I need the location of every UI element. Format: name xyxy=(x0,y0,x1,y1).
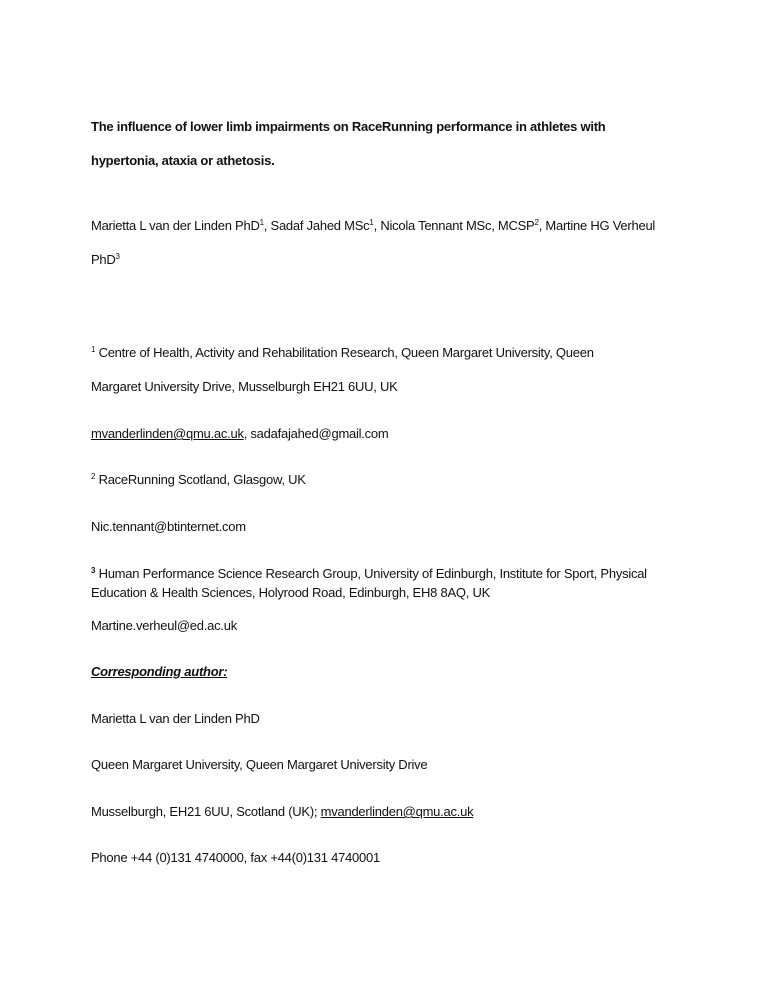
title-line-2: hypertonia, ataxia or athetosis. xyxy=(91,153,275,168)
author-4-affil: 3 xyxy=(115,252,120,261)
author-2-affil: 1 xyxy=(369,218,374,227)
affiliation-1-emails xyxy=(91,426,388,442)
affiliation-1-text: Centre of Health, Activity and Rehabilitation Research, Queen Margaret University, Queen xyxy=(95,345,594,360)
author-3-affil: 2 xyxy=(534,218,539,227)
title-line-1: The influence of lower limb impairments on RaceRunning performance in athletes with xyxy=(91,119,606,134)
author-1: Marietta L van der Linden PhD xyxy=(91,218,260,233)
affiliation-2-text: RaceRunning Scotland, Glasgow, UK xyxy=(95,472,306,487)
affiliation-2-email: Nic.tennant@btinternet.com xyxy=(91,519,246,534)
author-2: , Sadaf Jahed MSc xyxy=(263,218,370,233)
email-link-mvanderlinden[interactable]: mvanderlinden@qmu.ac.uk xyxy=(91,426,244,441)
affiliation-3-line-2: Education & Health Sciences, Holyrood Road, Edinburgh, EH8 8AQ, UK xyxy=(91,585,491,600)
affiliation-3-text: Human Performance Science Research Group, University of Edinburgh, Institute for Sport, Physical xyxy=(95,566,647,581)
corresponding-address-text: Musselburgh, EH21 6UU, Scotland (UK); xyxy=(91,804,321,819)
email-sadafajahed: , sadafajahed@gmail.com xyxy=(243,426,389,441)
affiliation-3-marker: 3 xyxy=(91,566,96,575)
corresponding-email-link[interactable]: mvanderlinden@qmu.ac.uk xyxy=(320,804,474,819)
affiliation-3-email: Martine.verheul@ed.ac.uk xyxy=(91,618,237,633)
affiliation-3-line-1 xyxy=(91,566,647,582)
author-4-degree: PhD xyxy=(91,252,116,267)
affiliation-1-marker: 1 xyxy=(91,345,96,354)
corresponding-address-2 xyxy=(91,804,473,820)
corresponding-phone: Phone +44 (0)131 4740000, fax +44(0)131 4740001 xyxy=(91,850,380,865)
corresponding-author-name: Marietta L van der Linden PhD xyxy=(91,711,260,726)
author-4: , Martine HG Verheul xyxy=(538,218,656,233)
affiliation-1-line-2: Margaret University Drive, Musselburgh EH21 6UU, UK xyxy=(91,379,398,394)
corresponding-author-heading: Corresponding author: xyxy=(91,664,228,679)
author-1-affil: 1 xyxy=(259,218,264,227)
affiliation-2-line-1 xyxy=(91,472,306,488)
author-3: , Nicola Tennant MSc, MCSP xyxy=(373,218,535,233)
author-list-cont xyxy=(91,252,120,268)
author-list xyxy=(91,218,655,234)
corresponding-address-1: Queen Margaret University, Queen Margaret University Drive xyxy=(91,757,428,772)
affiliation-2-marker: 2 xyxy=(91,472,96,481)
affiliation-1-line-1 xyxy=(91,345,594,361)
